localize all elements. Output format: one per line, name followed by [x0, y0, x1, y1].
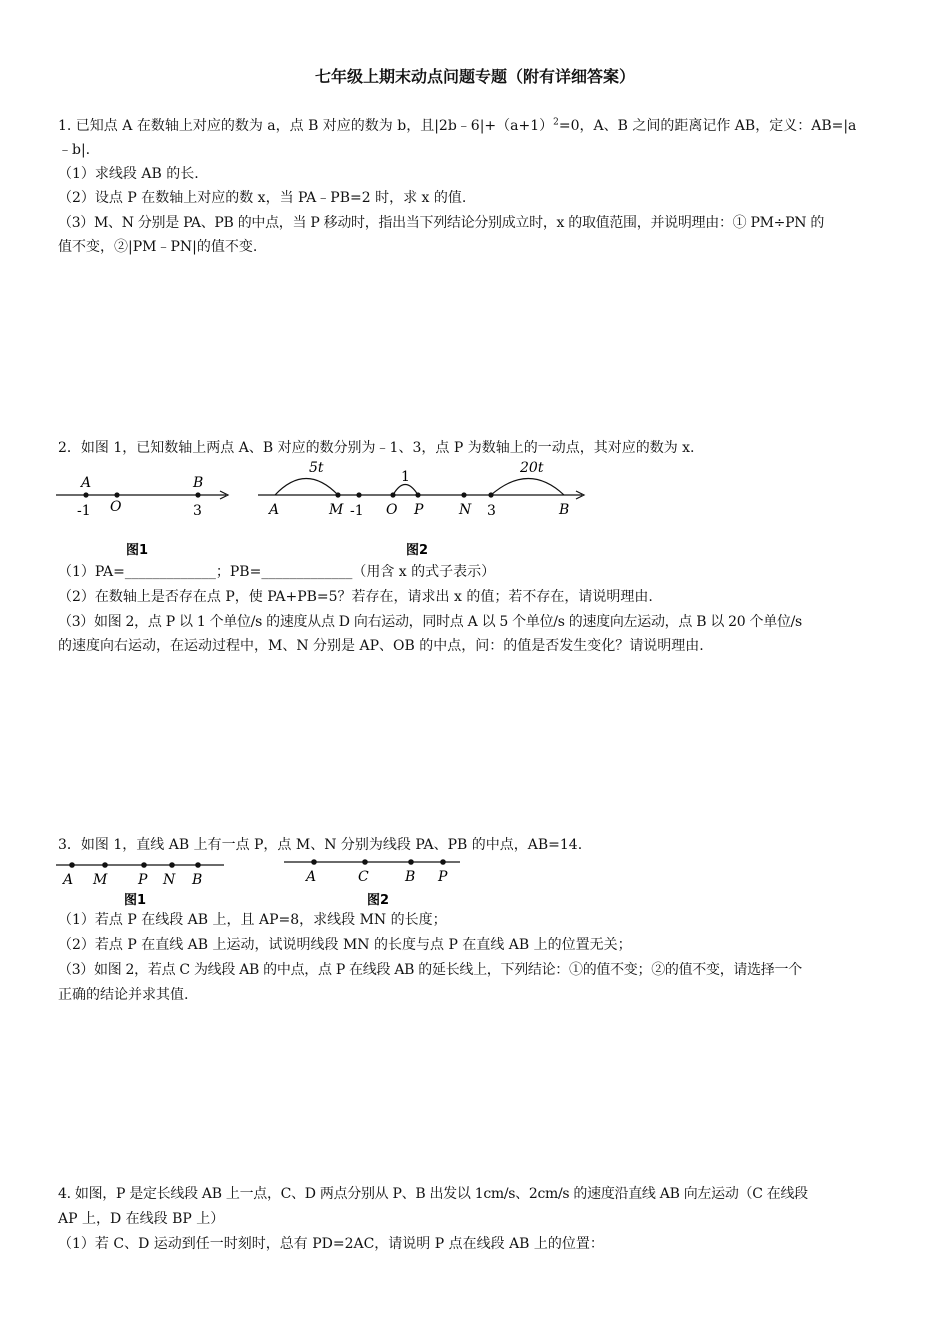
label-a: A	[81, 475, 92, 491]
point-b-dot	[195, 862, 201, 868]
q1-part-1: （1）求线段 AB 的长.	[58, 166, 199, 182]
label-c: C	[358, 869, 369, 885]
q3-part-1: （1）若点 P 在线段 AB 上，且 AP=8，求线段 MN 的长度；	[58, 912, 447, 928]
label-1: 1	[401, 469, 410, 485]
label-20t: 20t	[520, 460, 544, 476]
q4-line-2: AP 上，D 在线段 BP 上）	[58, 1211, 225, 1227]
point-c-dot	[362, 859, 368, 865]
q4-part-1: （1）若 C、D 运动到任一时刻时，总有 PD=2AC，请说明 P 点在线段 AB 上的位置：	[58, 1236, 604, 1252]
q2-figure-1	[50, 468, 250, 563]
label-a: A	[306, 869, 317, 885]
point-a-dot	[83, 492, 88, 497]
label-b: B	[192, 872, 203, 888]
page-title: 七年级上期末动点问题专题（附有详细答案）	[314, 67, 635, 86]
q3-part-2: （2）若点 P 在直线 AB 上运动，试说明线段 MN 的长度与点 P 在直线 AB 上的位置无关；	[58, 937, 632, 953]
point-o-dot	[114, 492, 119, 497]
point-a-dot	[69, 862, 75, 868]
point-b-dot	[195, 492, 200, 497]
figure-caption: 图1	[124, 893, 147, 908]
q2-part-3: （3）如图 2，点 P 以 1 个单位/s 的速度从点 D 向右运动，同时点 A 以 5 个单位/s 的速度向左运动，点 B 以 20 个单位/s	[58, 614, 802, 630]
label-o: O	[110, 499, 122, 515]
point-minus-1-dot	[356, 492, 361, 497]
q1-line-2: ﹣b|.	[58, 142, 91, 158]
label-m: M	[93, 872, 108, 888]
tick-minus-1: -1	[350, 503, 364, 519]
q1-part-2: （2）设点 P 在数轴上对应的数 x，当 PA﹣PB=2 时，求 x 的值.	[58, 190, 467, 206]
q1-line-1-rest: =0，A、B 之间的距离记作 AB，定义：AB=|a	[558, 118, 857, 134]
q2-part-3-cont: 的速度向右运动，在运动过程中，M、N 分别是 AP、OB 的中点，问：的值是否发生变化？请说明理由.	[58, 638, 704, 654]
point-n-dot	[461, 492, 466, 497]
label-b: B	[405, 869, 416, 885]
q3-figure-1	[50, 855, 230, 913]
label-b: B	[559, 502, 570, 518]
figure-caption: 图2	[406, 543, 429, 558]
figure-caption: 图2	[367, 893, 390, 908]
q3-line-1: 3．如图 1，直线 AB 上有一点 P，点 M、N 分别为线段 PA、PB 的中点，AB=14.	[58, 837, 583, 853]
figure-caption: 图1	[126, 543, 149, 558]
tick-3: 3	[487, 503, 496, 519]
q2-part-2: （2）在数轴上是否存在点 P，使 PA+PB=5？若存在，请求出 x 的值；若不存在，请说明理由.	[58, 589, 653, 605]
label-p: P	[414, 502, 424, 518]
q3-part-3-cont: 正确的结论并求其值.	[58, 987, 189, 1003]
q1-line-1	[58, 115, 898, 137]
q4-line-1: 4. 如图，P 是定长线段 AB 上一点，C、D 两点分别从 P、B 出发以 1cm/s、2cm/s 的速度沿直线 AB 向左运动（C 在线段	[58, 1186, 808, 1202]
tick-3: 3	[193, 503, 202, 519]
point-o-dot	[390, 492, 395, 497]
label-m: M	[329, 502, 344, 518]
point-p-dot	[440, 859, 446, 865]
point-m-dot	[102, 862, 108, 868]
q1-line-1-text: 1. 已知点 A 在数轴上对应的数为 a，点 B 对应的数为 b，且|2b﹣6|+（a+1）	[58, 118, 554, 134]
point-m-dot	[335, 492, 340, 497]
q2-line-1: 2．如图 1，已知数轴上两点 A、B 对应的数分别为﹣1、3，点 P 为数轴上的一动点，其对应的数为 x.	[58, 440, 695, 456]
point-p-dot	[415, 492, 420, 497]
arc-5t	[275, 479, 338, 496]
label-p: P	[138, 872, 148, 888]
tick-minus-1: -1	[77, 503, 91, 519]
q2-part-1: （1）PA=_____________；PB=_____________（用含 x 的式子表示）	[58, 564, 496, 580]
arc-1	[393, 485, 418, 496]
point-n-dot	[169, 862, 175, 868]
label-o: O	[386, 502, 398, 518]
label-a: A	[63, 872, 74, 888]
label-b: B	[193, 475, 204, 491]
q1-superscript: 2	[553, 117, 559, 128]
label-p: P	[438, 869, 448, 885]
label-5t: 5t	[309, 460, 324, 476]
label-n: N	[163, 872, 176, 888]
point-3-dot	[488, 492, 493, 497]
point-a-dot	[311, 859, 317, 865]
point-b-dot	[408, 859, 414, 865]
q3-part-3: （3）如图 2，若点 C 为线段 AB 的中点，点 P 在线段 AB 的延长线上，下列结论：①的值不变；②的值不变，请选择一个	[58, 962, 802, 978]
q2-figure-2	[252, 458, 592, 563]
q3-figure-2	[280, 852, 465, 910]
label-n: N	[459, 502, 472, 518]
arc-20t	[491, 479, 564, 496]
q1-part-3-cont: 值不变，②|PM﹣PN|的值不变.	[58, 239, 258, 255]
label-a: A	[269, 502, 280, 518]
q1-part-3: （3）M、N 分别是 PA、PB 的中点，当 P 移动时，指出当下列结论分别成立时，x 的取值范围，并说明理由：① PM÷PN 的	[58, 215, 825, 231]
point-p-dot	[141, 862, 147, 868]
